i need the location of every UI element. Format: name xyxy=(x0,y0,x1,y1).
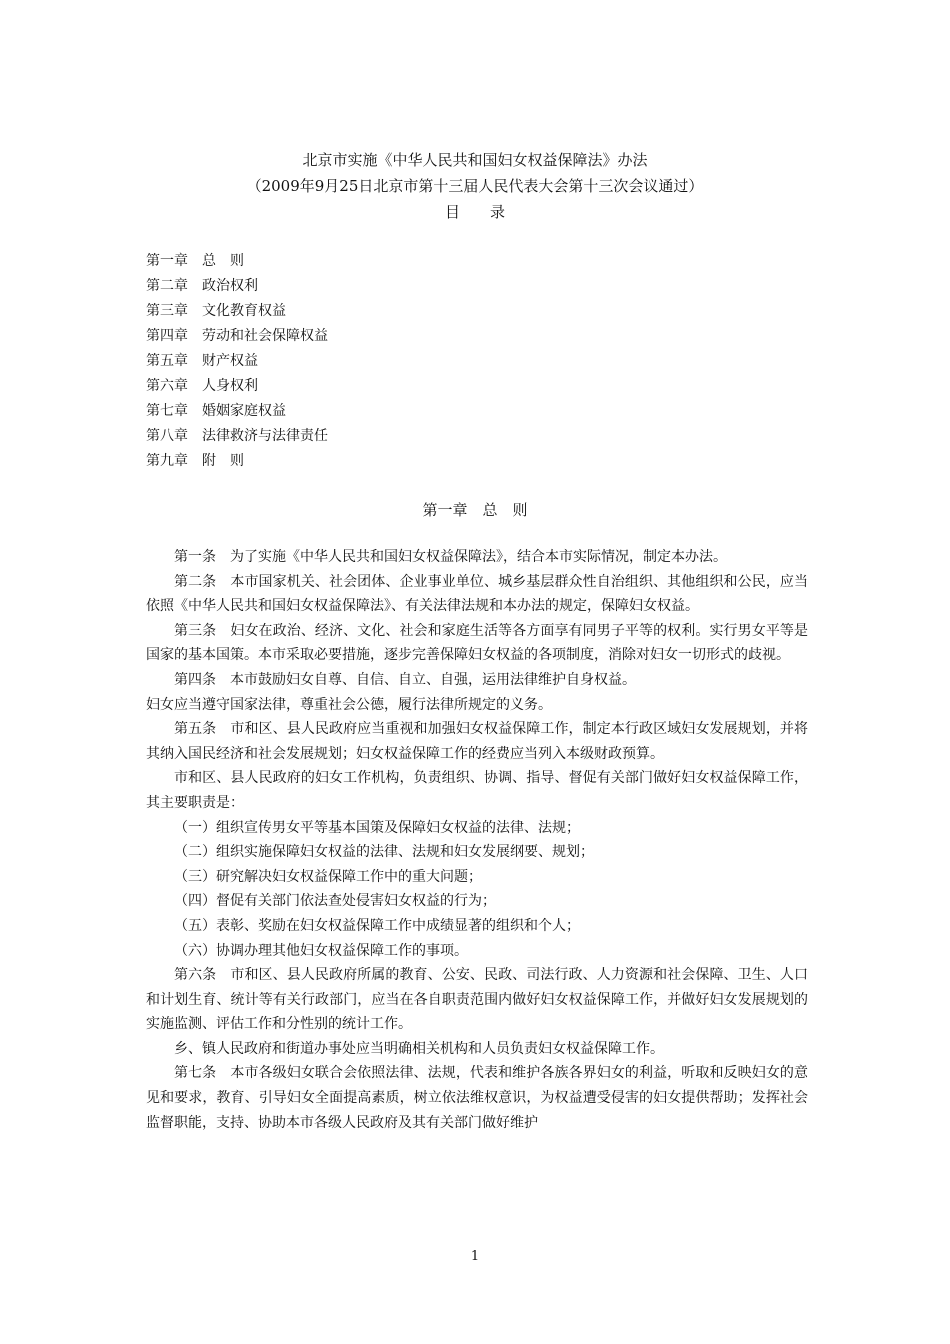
list-item: （四）督促有关部门依法查处侵害妇女权益的行为； xyxy=(174,893,496,910)
article-paragraph: 第二条 本市国家机关、社会团体、企业事业单位、城乡基层群众性自治组织、其他组织和公民，应当依照《中华人民共和国妇女权益保障法》、有关法律法规和本办法的规定，保障妇女权益。 xyxy=(146,573,808,615)
article-paragraph: 第五条 市和区、县人民政府应当重视和加强妇女权益保障工作，制定本行政区域妇女发展规划，并将其纳入国民经济和社会发展规划；妇女权益保障工作的经费应当列入本级财政预算。 xyxy=(146,721,808,762)
article-paragraph: 第七条 本市各级妇女联合会依照法律、法规，代表和维护各族各界妇女的利益，听取和反映妇女的意见和要求，教育、引导妇女全面提高素质，树立依法维权意识，为权益遭受侵害的妇女提供帮助；发挥社会监督职能，支持、协助本市各级人民政府及其有关部门做好维护 xyxy=(146,1065,808,1131)
article-paragraph: 第六条 市和区、县人民政府所属的教育、公安、民政、司法行政、人力资源和社会保障、卫生、人口和计划生育、统计等有关行政部门，应当在各自职责范围内做好妇女权益保障工作，并做好妇女发展规划的实施监测、评估工作和分性别的统计工作。 xyxy=(146,967,808,1033)
list-item: （三）研究解决妇女权益保障工作中的重大问题； xyxy=(174,868,482,885)
article-paragraph: 第三条 妇女在政治、经济、文化、社会和家庭生活等各方面享有同男子平等的权利。实行男女平等是国家的基本国策。本市采取必要措施，逐步完善保障妇女权益的各项制度，消除对妇女一切形式的歧视。 xyxy=(146,622,808,664)
article-paragraph: 市和区、县人民政府的妇女工作机构，负责组织、协调、指导、督促有关部门做好妇女权益保障工作，其主要职责是： xyxy=(146,770,808,811)
document-body xyxy=(146,545,808,1135)
list-item: （一）组织宣传男女平等基本国策及保障妇女权益的法律、法规； xyxy=(174,819,580,836)
toc-item: 第九章 附 则 xyxy=(146,453,244,469)
article-paragraph: 妇女应当遵守国家法律，尊重社会公德，履行法律所规定的义务。 xyxy=(146,696,552,713)
list-item: （六）协调办理其他妇女权益保障工作的事项。 xyxy=(174,942,468,959)
document-subtitle: （2009年9月25日北京市第十三届人民代表大会第十三次会议通过） xyxy=(246,177,704,195)
toc-item: 第五章 财产权益 xyxy=(146,353,258,369)
list-item: （五）表彰、奖励在妇女权益保障工作中成绩显著的组织和个人； xyxy=(174,917,580,934)
toc-heading: 目 录 xyxy=(444,203,505,221)
toc-item: 第七章 婚姻家庭权益 xyxy=(146,403,286,419)
toc-item: 第一章 总 则 xyxy=(146,253,244,269)
toc-item: 第二章 政治权利 xyxy=(146,278,258,294)
list-item: （二）组织实施保障妇女权益的法律、法规和妇女发展纲要、规划； xyxy=(174,844,594,861)
toc-item: 第四章 劳动和社会保障权益 xyxy=(146,328,328,344)
article-paragraph: 第四条 本市鼓励妇女自尊、自信、自立、自强，运用法律维护自身权益。 xyxy=(174,671,636,688)
page-number: 1 xyxy=(470,1249,480,1264)
chapter-heading: 第一章 总 则 xyxy=(422,501,528,519)
document-title: 北京市实施《中华人民共和国妇女权益保障法》办法 xyxy=(302,151,648,169)
article-paragraph: 第一条 为了实施《中华人民共和国妇女权益保障法》，结合本市实际情况，制定本办法。 xyxy=(174,549,727,565)
article-paragraph: 乡、镇人民政府和街道办事处应当明确相关机构和人员负责妇女权益保障工作。 xyxy=(174,1040,664,1057)
toc-item: 第六章 人身权利 xyxy=(146,378,258,394)
toc-item: 第八章 法律救济与法律责任 xyxy=(146,428,328,444)
toc-item: 第三章 文化教育权益 xyxy=(146,303,286,319)
